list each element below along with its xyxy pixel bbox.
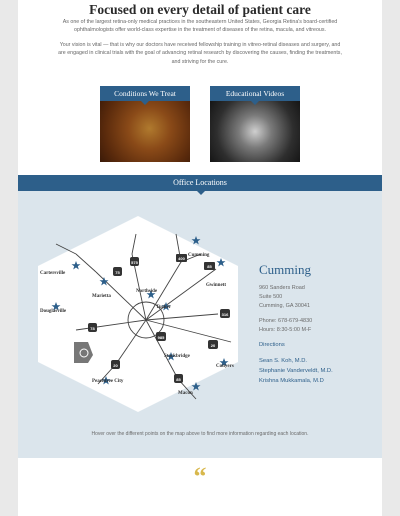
shield-number: 985 xyxy=(157,335,165,340)
angiogram-image xyxy=(210,101,300,162)
map-hint: Hover over the different points on the map above to find more information regarding each location. xyxy=(91,431,309,437)
shield-number: 85 xyxy=(207,264,212,269)
card-notch xyxy=(251,101,259,105)
city-label[interactable]: Gwinnett xyxy=(206,283,226,288)
shield-number: 400 xyxy=(178,256,185,261)
city-label[interactable]: Marietta xyxy=(92,294,111,299)
conditions-card[interactable] xyxy=(100,86,190,162)
left-margin xyxy=(0,0,18,516)
header-notch xyxy=(197,191,205,195)
city-label[interactable]: Cumming xyxy=(188,253,210,258)
videos-card-label: Educational Videos xyxy=(210,86,300,101)
address-line-1: 960 Sanders Road xyxy=(259,285,305,291)
directions-link[interactable]: Directions xyxy=(259,342,285,348)
city-label[interactable]: Tucker xyxy=(156,305,172,310)
office-map[interactable] xyxy=(36,214,251,414)
city-label[interactable]: Douglasville xyxy=(40,309,67,314)
doctor-link[interactable]: Sean S. Koh, M.D. xyxy=(259,358,308,364)
hours-line: Hours: 8:30-5:00 M-F xyxy=(259,327,312,333)
right-margin xyxy=(382,0,400,516)
city-label[interactable]: Macon xyxy=(178,391,193,396)
address-line-2: Suite 500 xyxy=(259,294,283,300)
intro-paragraph-2: Your vision is vital — that is why our doctors have received fellowship training in vitreo-retinal diseases and surgery, and are engaged in clinical trials with the goal of advancing retinal research by discovering the causes, finding the treatments, and striving for the cure. xyxy=(58,42,342,65)
shield-number: 78 xyxy=(90,326,95,331)
page-title: Focused on every detail of patient care xyxy=(89,2,311,17)
office-locations-header: Office Locations xyxy=(18,175,382,191)
shield-number: 316 xyxy=(221,312,229,317)
doctor-link[interactable]: Krishna Mukkamala, M.D xyxy=(259,378,324,384)
city-label[interactable]: Northside xyxy=(136,289,158,294)
phone-line[interactable]: Phone: 678-679-4830 xyxy=(259,318,313,324)
card-notch xyxy=(141,101,149,105)
conditions-card-label: Conditions We Treat xyxy=(100,86,190,101)
shield-number: 85 xyxy=(176,377,181,382)
star-icon[interactable] xyxy=(192,236,201,245)
shield-number: 20 xyxy=(113,363,118,368)
location-name: Cumming xyxy=(259,262,312,277)
main-content xyxy=(18,0,382,516)
city-label[interactable]: Conyers xyxy=(216,364,234,369)
doctor-link[interactable]: Stephanie Vanderveldt, M.D. xyxy=(259,368,333,374)
city-label[interactable]: Peachtree City xyxy=(92,379,124,384)
retina-image xyxy=(100,101,190,162)
quote-icon: “ xyxy=(193,462,207,491)
city-label[interactable]: Stockbridge xyxy=(164,354,190,359)
map-hexagon xyxy=(38,216,238,412)
intro-paragraph-1: As one of the largest retina-only medical practices in the southeastern United States, Georgia Retina's board-certified ophthalmologists offer world-class expertise in the treatment of diseases of the retina, macula, and vitreous. xyxy=(62,19,338,34)
videos-card[interactable] xyxy=(210,86,300,162)
shield-number: 575 xyxy=(131,260,138,265)
city-label[interactable]: Cartersville xyxy=(40,271,66,276)
address-line-3: Cumming, GA 30041 xyxy=(259,303,311,309)
shield-number: 20 xyxy=(210,343,216,348)
shield-number: 75 xyxy=(115,270,120,275)
